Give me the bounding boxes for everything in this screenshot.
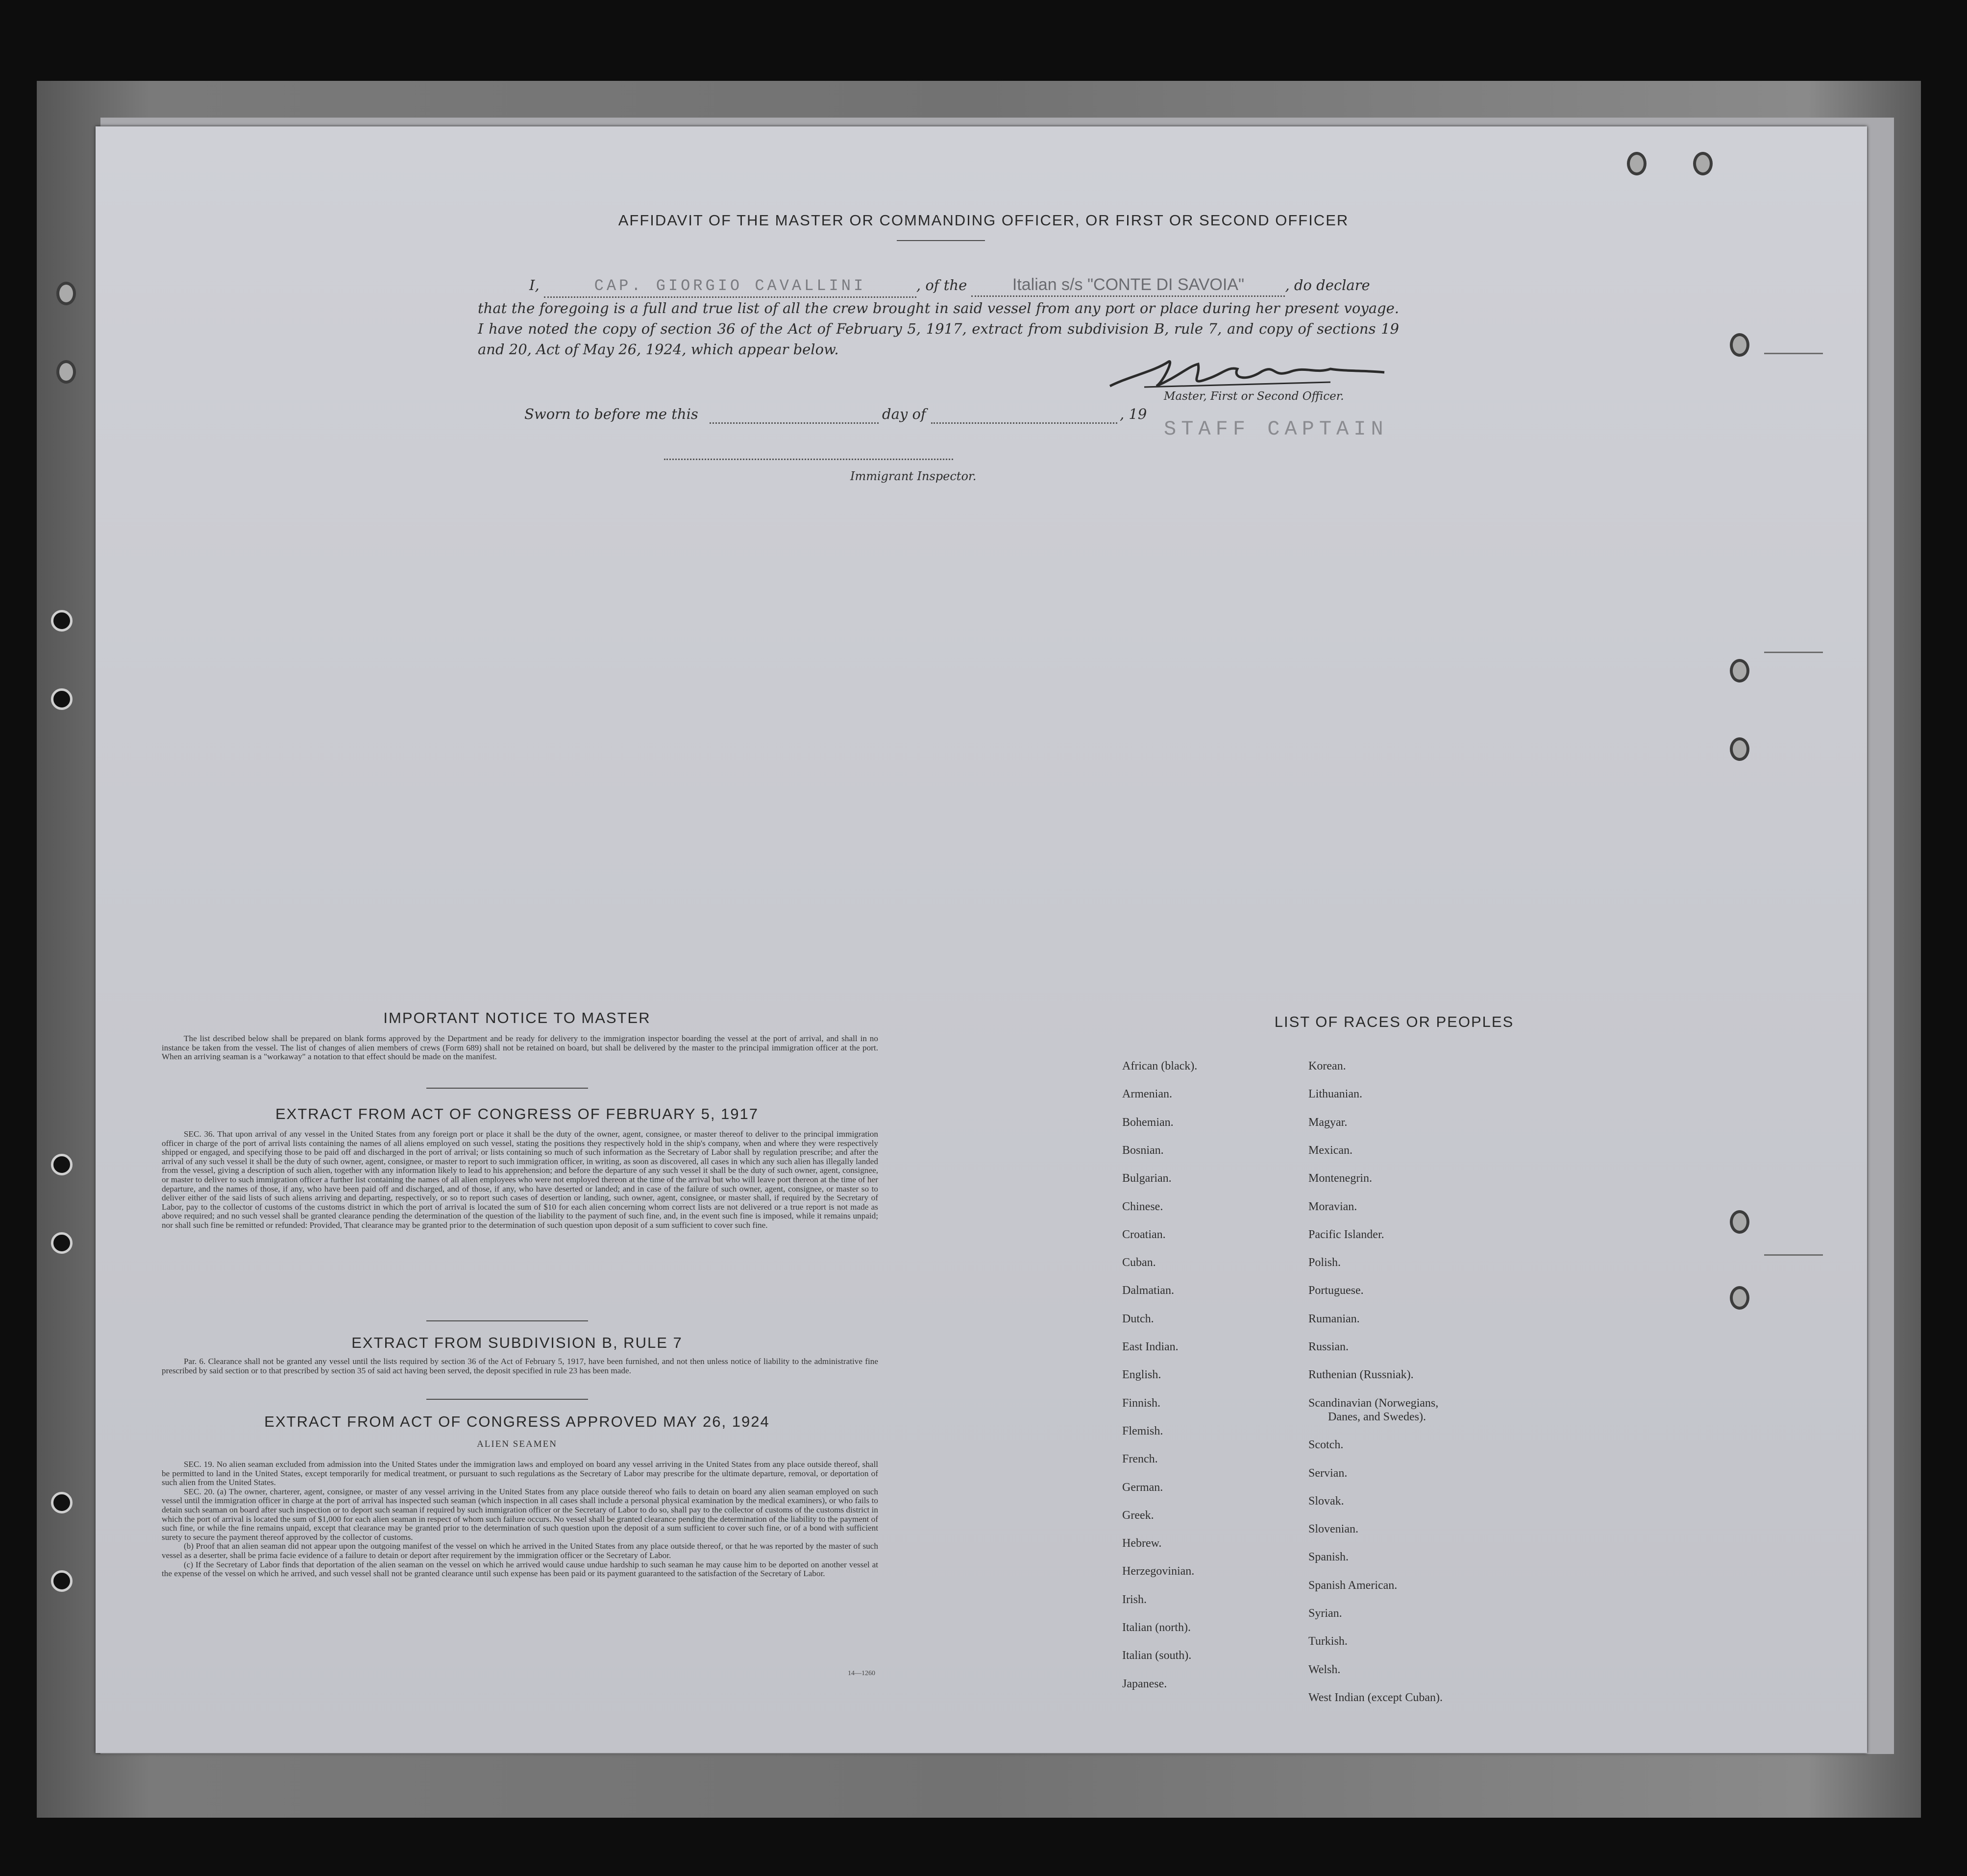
race-item: Bulgarian. <box>1122 1172 1172 1185</box>
divider <box>897 240 985 241</box>
race-item: Dalmatian. <box>1122 1284 1174 1297</box>
race-item: Bohemian. <box>1122 1116 1174 1129</box>
page-edge-tick <box>1764 1254 1823 1256</box>
race-item: Finnish. <box>1122 1396 1161 1410</box>
alien-seamen-subtitle: ALIEN SEAMEN <box>477 1439 557 1449</box>
binder-hole-icon <box>1627 152 1647 175</box>
binder-hole-icon <box>1730 737 1749 761</box>
affidavit-text <box>478 274 1399 360</box>
section-20b-paragraph: (b) Proof that an alien seaman did not appear upon the outgoing manifest of the vessel on which he arrived in the United States from any place outside thereof, or that he was reported by the master of such vessel as a deserter, shall be prima facie evidence of a failure to detain or deport after requirement by the immigration officer or the Secretary of Labor. <box>162 1541 878 1560</box>
race-item: Moravian. <box>1308 1200 1357 1213</box>
binder-hole-icon <box>51 1232 73 1254</box>
vessel-name: Italian s/s "CONTE DI SAVOIA" <box>1012 275 1245 294</box>
race-item: English. <box>1122 1368 1161 1382</box>
race-item: Spanish. <box>1308 1551 1349 1564</box>
extract-1917-text: SEC. 36. That upon arrival of any vessel in the United States from any foreign port or place it shall be the duty of the owner, agent, consignee, or master thereof to deliver to the principal immigration officer in charge of the port of arrival lists containing the names of all aliens employed on such vessel, stating the positions they respectively hold in the ship's company, when and where they were respectively shipped or engaged, and specifying those to be paid off and discharged in the port of arrival; or lists containing so much of such information as the Secretary of Labor shall by regulation prescribe; and after the arrival of any such vessel it shall be the duty of such owner, agent, consignee, or master to report to such immigration officer, in writing, as soon as discovered, all cases in which any such alien has illegally landed from the vessel, giving a description of such alien, together with any information likely to lead to his apprehension; and before the departure of any such vessel it shall be the duty of such owner, agent, consignee, or master to deliver to such immigration officer a further list containing the names of all alien employees who were not employed thereon at the time of the arrival but who will leave port thereon at the time of her departure, and the names of those, if any, who have been paid off and discharged, and of those, if any, who have deserted or landed; and in case of the failure of such owner, agent, consignee, or master so to deliver either of the said lists of such aliens arriving and departing, respectively, or so to report such cases of desertion or landing, such owner, agent, consignee, or master shall, if required by the Secretary of Labor, pay to the collector of customs of the customs district in which the port of arrival is located the sum of $10 for each alien concerning whom correct lists are not delivered or a true report is not made as above required; and no such vessel shall be granted clearance pending the determination of the question of the liability to the payment of such fine, and, in the event such fine is imposed, while it remains unpaid; nor shall such fine be remitted or refunded: Provided, That clearance may be granted prior to the determination of such question upon deposit of a sum sufficient to cover such fine. <box>162 1129 878 1230</box>
race-item: West Indian (except Cuban). <box>1308 1691 1443 1704</box>
race-item: African (black). <box>1122 1060 1198 1072</box>
binder-hole-icon <box>1730 1286 1749 1310</box>
race-item: Rumanian. <box>1308 1312 1360 1325</box>
declare-label: , do declare <box>1285 277 1370 293</box>
race-item: Turkish. <box>1308 1635 1348 1648</box>
race-item: Scotch. <box>1308 1438 1344 1452</box>
sworn-date-field <box>710 422 879 424</box>
inspector-label: Immigrant Inspector. <box>850 469 977 483</box>
staff-captain-stamp: STAFF CAPTAIN <box>1164 417 1388 441</box>
inspector-signature-field <box>664 459 953 460</box>
race-item: Syrian. <box>1308 1607 1342 1620</box>
race-item: Spanish American. <box>1308 1579 1398 1592</box>
sworn-label: Sworn to before me this <box>524 406 698 422</box>
divider <box>426 1399 588 1400</box>
race-item: Polish. <box>1308 1256 1341 1269</box>
affidavit-body: that the foregoing is a full and true list of all the crew brought in said vessel from any port or place during her present voyage. I have noted the copy of section 36 of the Act of February 5, 1917, extract from subdivision B, rule 7, and copy of sections 19 and 20, Act of May 26, 1924, which appear below. <box>478 300 1399 358</box>
section-20a-paragraph: SEC. 20. (a) The owner, charterer, agent, consignee, or master of any vessel arriving in the United States from any place outside thereof who fails to detain on board any alien seaman employed on such vessel until the immigration officer in charge at the port of arrival has inspected such seaman (which inspection in all cases shall include a personal physical examination by the medical examiners), or who fails to detain such seaman on board after such inspection or to deport such seaman if required by such immigration officer or the Secretary of Labor to do so, shall pay to the collector of customs of the customs district in which the port of arrival is located the sum of $1,000 for each alien seaman in respect of whom such failure occurs. No vessel shall be granted clearance pending the determination of the liability to the payment of such fine, or while the fine remains unpaid, except that clearance may be granted prior to the determination of such question upon the deposit of a sum sufficient to cover such fine, or of a bond with sufficient surety to secure the payment thereof approved by the collector of customs. <box>162 1486 878 1542</box>
race-item: Slovenian. <box>1308 1523 1358 1536</box>
binder-hole-icon <box>1730 1210 1749 1234</box>
page-edge-tick <box>1764 353 1823 354</box>
extract-1924-title: EXTRACT FROM ACT OF CONGRESS APPROVED MAY 26, 1924 <box>264 1413 770 1430</box>
race-item: Hebrew. <box>1122 1537 1162 1550</box>
race-item: Ruthenian (Russniak). <box>1308 1368 1414 1382</box>
race-item: Croatian. <box>1122 1228 1166 1241</box>
notice-text: The list described below shall be prepared on blank forms approved by the Department and be ready for delivery to the immigration inspector boarding the vessel at the port of arrival, and shall in no instance be taken from the vessel. The list of changes of alien members of crews (Form 689) shall not be retained on board, but shall be delivered by the master to the principal immigration officer at the port. When an arriving seaman is a "workaway" a notation to that effect should be made on the manifest. <box>162 1034 878 1062</box>
rule7-text: Par. 6. Clearance shall not be granted any vessel until the lists required by section 36 of the Act of February 5, 1917, have been furnished, and not then unless notice of liability to the administrative fine prescribed by said section or to that prescribed by section 35 of said act having been served, the deposit specified in rule 23 has been made. <box>162 1357 878 1375</box>
binder-hole-icon <box>56 282 76 305</box>
binder-hole-icon <box>51 1154 73 1175</box>
race-item: Welsh. <box>1308 1663 1341 1676</box>
rule7-title: EXTRACT FROM SUBDIVISION B, RULE 7 <box>351 1334 683 1351</box>
race-item: Italian (north). <box>1122 1621 1191 1634</box>
race-item: Portuguese. <box>1308 1284 1364 1297</box>
section-19-paragraph: SEC. 19. No alien seaman excluded from admission into the United States under the immigration laws and employed on board any vessel arriving in the United States from any place outside thereof, shall be permitted to land in the United States, except temporarily for medical treatment, or pursuant to such regulations as the Secretary of Labor may prescribe for the ultimate departure, removal, or deportation of such alien from the United States. <box>162 1460 878 1487</box>
divider <box>426 1088 588 1089</box>
section-20c-paragraph: (c) If the Secretary of Labor finds that deportation of the alien seaman on the vessel on which he arrived would cause undue hardship to such seaman he may cause him to be deported on another vessel at the expense of the vessel on which he arrived, and such vessel shall not be granted clearance until such expense has been paid or its payment guaranteed to the satisfaction of the Secretary of Labor. <box>162 1559 878 1579</box>
signature-caption: Master, First or Second Officer. <box>1164 390 1344 403</box>
master-name: CAP. GIORGIO CAVALLINI <box>594 277 866 295</box>
race-item: Greek. <box>1122 1509 1154 1522</box>
races-title: LIST OF RACES OR PEOPLES <box>1274 1013 1514 1030</box>
race-item: Chinese. <box>1122 1200 1163 1213</box>
extract-1924-text <box>162 1460 878 1579</box>
binder-hole-icon <box>51 610 73 632</box>
binder-hole-icon <box>1730 333 1749 357</box>
race-item: Cuban. <box>1122 1256 1156 1269</box>
of-the-label: , of the <box>916 277 967 293</box>
affidavit-i: I, <box>529 277 540 293</box>
form-number: 14—1260 <box>848 1670 875 1677</box>
race-item: Lithuanian. <box>1308 1088 1362 1101</box>
race-item: Irish. <box>1122 1593 1147 1606</box>
race-item: East Indian. <box>1122 1340 1179 1353</box>
page-edge-tick <box>1764 652 1823 653</box>
race-item: Japanese. <box>1122 1677 1167 1690</box>
race-item: Russian. <box>1308 1340 1349 1353</box>
race-item: Bosnian. <box>1122 1144 1164 1157</box>
month-field <box>931 422 1117 424</box>
race-item: Slovak. <box>1308 1494 1344 1508</box>
year-label: , 19 <box>1120 406 1147 422</box>
race-item: Pacific Islander. <box>1308 1228 1384 1241</box>
race-item: Korean. <box>1308 1060 1346 1072</box>
extract-1917-title: EXTRACT FROM ACT OF CONGRESS OF FEBRUARY 5, 1917 <box>275 1105 759 1122</box>
notice-title: IMPORTANT NOTICE TO MASTER <box>383 1009 651 1026</box>
day-of-label: day of <box>882 406 926 422</box>
binder-hole-icon <box>1693 152 1713 175</box>
binder-hole-icon <box>56 360 76 384</box>
race-item: Dutch. <box>1122 1312 1154 1325</box>
race-item: Magyar. <box>1308 1116 1348 1129</box>
race-item: Italian (south). <box>1122 1649 1192 1662</box>
binder-hole-icon <box>51 1492 73 1513</box>
race-item: Scandinavian (Norwegians, <box>1308 1396 1439 1410</box>
race-item: French. <box>1122 1453 1158 1466</box>
race-item: Armenian. <box>1122 1088 1172 1101</box>
race-item: Mexican. <box>1308 1144 1352 1157</box>
binder-hole-icon <box>51 1570 73 1592</box>
binder-hole-icon <box>51 688 73 710</box>
divider <box>426 1320 588 1321</box>
affidavit-title: AFFIDAVIT OF THE MASTER OR COMMANDING OFFICER, OR FIRST OR SECOND OFFICER <box>618 212 1349 229</box>
race-item: Danes, and Swedes). <box>1328 1410 1426 1423</box>
race-item: Herzegovinian. <box>1122 1565 1195 1578</box>
race-item: Montenegrin. <box>1308 1172 1372 1185</box>
binder-hole-icon <box>1730 659 1749 682</box>
race-item: Servian. <box>1308 1466 1348 1480</box>
race-item: Flemish. <box>1122 1424 1163 1437</box>
race-item: German. <box>1122 1481 1163 1494</box>
